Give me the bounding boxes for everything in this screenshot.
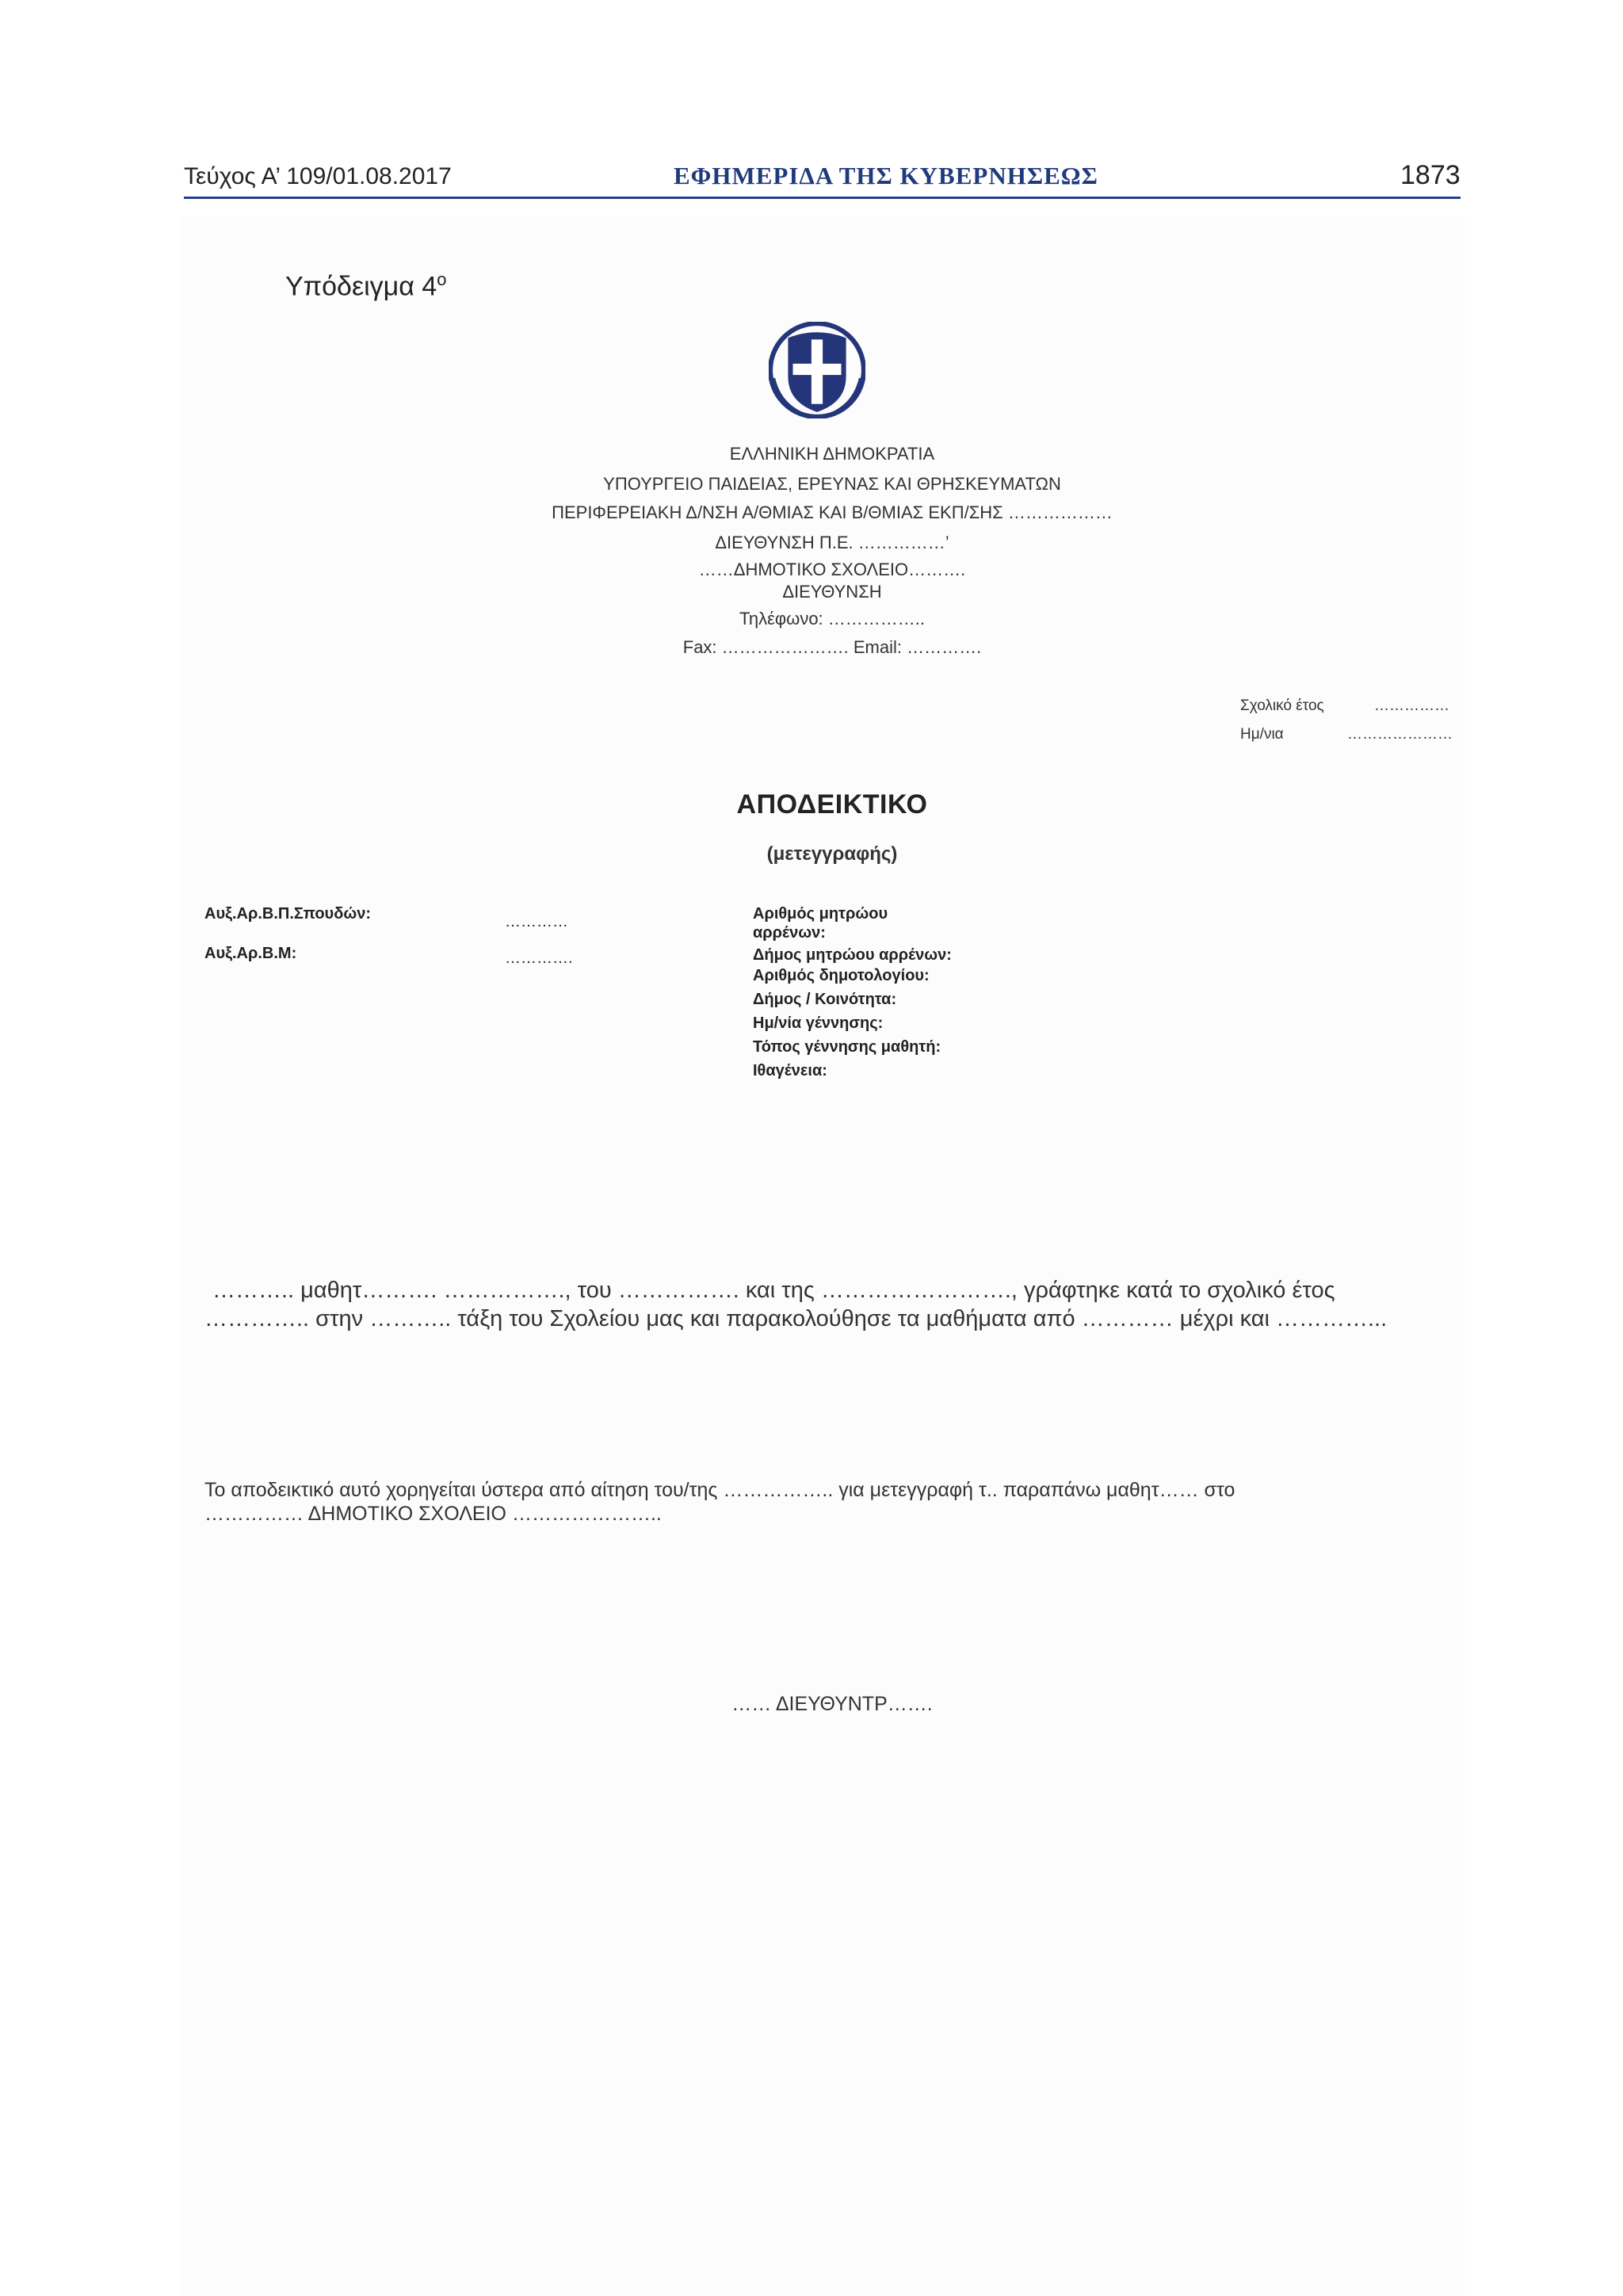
- field-label-male-register-number-cont: αρρένων:: [753, 924, 826, 942]
- field-label-citizenship: Ιθαγένεια:: [753, 1062, 827, 1079]
- field-value-register-book: ………….: [505, 949, 573, 967]
- gazette-title: ΕΦΗΜΕΡΙΔΑ ΤΗΣ ΚΥΒΕΡΝΗΣΕΩΣ: [674, 162, 1098, 189]
- header-line-school: ……ΔΗΜΟΤΙΚΟ ΣΧΟΛΕΙΟ……….: [698, 560, 966, 579]
- sample-label-sup: ο: [437, 269, 447, 289]
- field-label-register-book: Αυξ.Αρ.Β.Μ:: [204, 945, 297, 962]
- sample-label: [285, 269, 447, 302]
- header-line-regional: ΠΕΡΙΦΕΡΕΙΑΚΗ Δ/ΝΣΗ Α/ΘΜΙΑΣ ΚΑΙ Β/ΘΜΙΑΣ ΕΚΠ/ΣΗΣ ………………: [552, 502, 1113, 522]
- greek-coat-of-arms-icon: [769, 322, 865, 418]
- header-line-ministry: ΥΠΟΥΡΓΕΙΟ ΠΑΙΔΕΙΑΣ, ΕΡΕΥΝΑΣ ΚΑΙ ΘΡΗΣΚΕΥΜΑΤΩΝ: [603, 474, 1061, 494]
- field-label-municipal-roll-number: Αριθμός δημοτολογίου:: [753, 967, 930, 984]
- header-line-fax-email: Fax: …………………. Email: ………….: [682, 637, 982, 657]
- school-year-value: ……………: [1374, 697, 1449, 714]
- header-line-address: ΔΙΕΥΘΥΝΣΗ: [782, 582, 882, 602]
- certificate-subtitle: (μετεγγραφής): [766, 843, 898, 865]
- header-line-phone: Τηλέφωνο: ……………..: [739, 609, 925, 628]
- field-label-studies-register: Αυξ.Αρ.Β.Π.Σπουδών:: [204, 905, 371, 923]
- signature-line: …… ΔΙΕΥΘΥΝΤΡ…….: [731, 1693, 933, 1715]
- field-label-municipality-community: Δήμος / Κοινότητα:: [753, 991, 897, 1008]
- sample-label-text: Υπόδειγμα 4: [285, 271, 437, 302]
- header-line-directorate: ΔΙΕΥΘΥΝΣΗ Π.Ε. ……………’: [715, 533, 949, 552]
- field-label-birth-date: Ημ/νία γέννησης:: [753, 1014, 884, 1032]
- field-label-male-register-number: Αριθμός μητρώου: [753, 905, 888, 923]
- gazette-issue: Τεύχος Α’ 109/01.08.2017: [184, 163, 452, 189]
- school-year-label: Σχολικό έτος: [1240, 697, 1324, 714]
- date-value: …………………: [1347, 726, 1453, 743]
- body-paragraph-line-2: ………….. στην ……….. τάξη του Σχολείου μας και παρακολούθησε τα μαθήματα από ………… μέχρι και …………...: [204, 1306, 1388, 1331]
- issuance-paragraph-line-2: …………… ΔΗΜΟΤΙΚΟ ΣΧΟΛΕΙΟ …………………..: [204, 1503, 662, 1525]
- body-paragraph-line-1: ……….. μαθητ………. ……………., του ……………. και της ……………………., γράφτηκε κατά το σχολικό έτος: [212, 1278, 1335, 1303]
- date-label: Ημ/νια: [1240, 726, 1284, 743]
- header-rule: [184, 197, 1461, 199]
- field-label-birth-place: Τόπος γέννησης μαθητή:: [753, 1038, 941, 1056]
- issuance-paragraph-line-1: Το αποδεικτικό αυτό χορηγείται ύστερα από αίτηση του/της …………….. για μετεγγραφή τ.. παραπάνω μαθητ…… στο: [204, 1479, 1235, 1501]
- scanned-form: [181, 216, 1465, 2296]
- field-label-male-register-municipality: Δήμος μητρώου αρρένων:: [753, 946, 952, 964]
- field-value-studies-register: …………: [505, 913, 568, 930]
- certificate-title: ΑΠΟΔΕΙΚΤΙΚΟ: [736, 789, 928, 819]
- page-number: 1873: [1400, 160, 1461, 190]
- header-line-republic: ΕΛΛΗΝΙΚΗ ΔΗΜΟΚΡΑΤΙΑ: [729, 444, 935, 464]
